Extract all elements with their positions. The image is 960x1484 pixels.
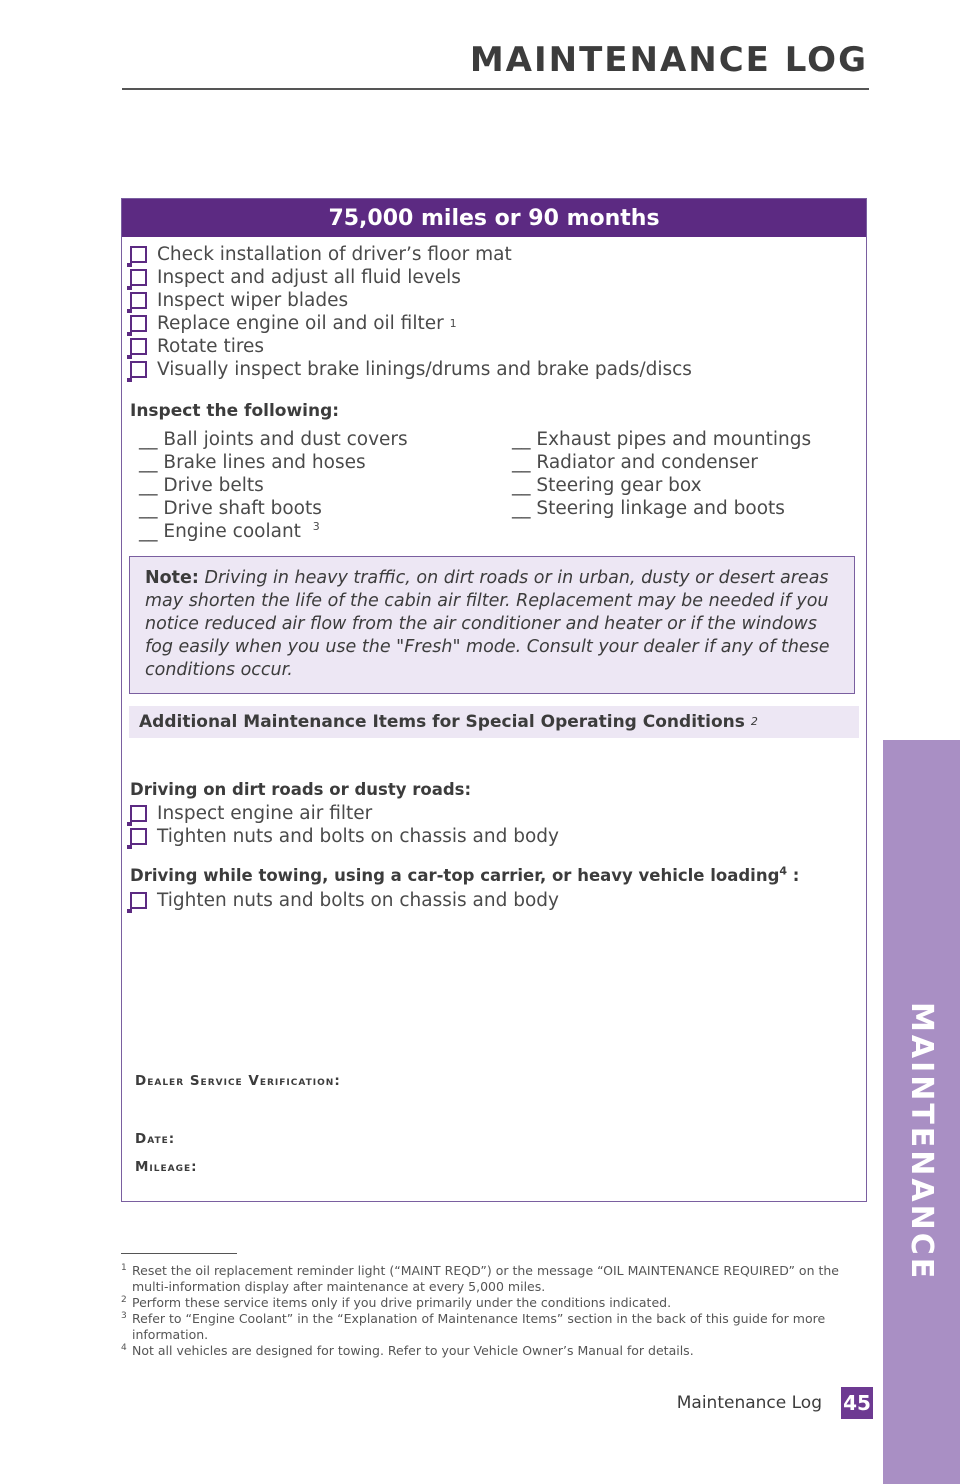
inspect-list-right bbox=[512, 428, 811, 520]
dealer-verification-label: Dealer Service Verification: bbox=[135, 1073, 341, 1089]
mileage-label: Mileage: bbox=[135, 1159, 198, 1175]
additional-items-header: Additional Maintenance Items for Special Operating Conditions 2 bbox=[129, 706, 859, 738]
inspect-item: __ Steering linkage and boots bbox=[512, 498, 785, 519]
checklist-item[interactable]: Tighten nuts and bolts on chassis and body bbox=[130, 889, 559, 912]
checklist-item[interactable]: Tighten nuts and bolts on chassis and body bbox=[130, 825, 559, 848]
inspect-item: __ Brake lines and hoses bbox=[139, 452, 366, 473]
page-title: MAINTENANCE LOG bbox=[469, 40, 868, 80]
inspect-heading: Inspect the following: bbox=[130, 401, 340, 421]
card-title: 75,000 miles or 90 months bbox=[122, 199, 866, 237]
date-label: Date: bbox=[135, 1131, 176, 1147]
checkbox-icon[interactable] bbox=[130, 892, 147, 909]
dirt-roads-list bbox=[130, 802, 559, 848]
checklist-item[interactable]: Check installation of driver’s floor mat bbox=[130, 243, 692, 266]
checkbox-icon[interactable] bbox=[130, 361, 147, 378]
footnote-divider bbox=[121, 1253, 237, 1254]
checkbox-icon[interactable] bbox=[130, 315, 147, 332]
footnote: 1 Reset the oil replacement reminder light (“MAINT REQD”) or the message “OIL MAINTENANCE REQUIRED” on the multi-information display after maintenance at every 5,000 miles. bbox=[121, 1263, 839, 1294]
towing-heading: Driving while towing, using a car-top carrier, or heavy vehicle loading$^4$ : bbox=[130, 864, 800, 885]
checklist-item[interactable]: Inspect and adjust all fluid levels bbox=[130, 266, 692, 289]
checkbox-icon[interactable] bbox=[130, 246, 147, 263]
note-text: Driving in heavy traffic, on dirt roads or in urban, dusty or desert areas may shorten the life of the cabin air filter. Replacement may be needed if you notice reduced air flow from the air conditioner and heater or if the windows fog easily when you use the "Fresh" mode. Consult your dealer if any of these conditions occur. bbox=[145, 568, 830, 680]
checklist-item[interactable]: Visually inspect brake linings/drums and brake pads/discs bbox=[130, 358, 692, 381]
note-label: Note: bbox=[145, 568, 199, 588]
footnotes bbox=[121, 1263, 861, 1359]
inspect-item: __ Ball joints and dust covers bbox=[139, 429, 408, 450]
checklist-item[interactable]: Inspect engine air filter bbox=[130, 802, 559, 825]
checkbox-icon[interactable] bbox=[130, 828, 147, 845]
checklist-item[interactable]: Inspect wiper blades bbox=[130, 289, 692, 312]
footnote: 2 Perform these service items only if you drive primarily under the conditions indicated. bbox=[121, 1295, 672, 1310]
footnote: 4 Not all vehicles are designed for towing. Refer to your Vehicle Owner’s Manual for details. bbox=[121, 1343, 694, 1358]
towing-list bbox=[130, 889, 559, 912]
footnote-ref: 3 bbox=[312, 519, 320, 533]
dirt-roads-heading: Driving on dirt roads or dusty roads: bbox=[130, 780, 472, 799]
inspect-item: __ Radiator and condenser bbox=[512, 452, 758, 473]
footer-section-label: Maintenance Log bbox=[676, 1393, 822, 1413]
checkbox-icon[interactable] bbox=[130, 269, 147, 286]
inspect-item: __ Steering gear box bbox=[512, 475, 702, 496]
checklist-item[interactable]: Rotate tires bbox=[130, 335, 692, 358]
checkbox-icon[interactable] bbox=[130, 805, 147, 822]
side-tab-label: MAINTENANCE bbox=[904, 1002, 939, 1282]
page-number: 45 bbox=[841, 1387, 873, 1419]
service-checklist bbox=[130, 243, 692, 381]
inspect-item: __ Drive shaft boots bbox=[139, 498, 322, 519]
maintenance-card bbox=[121, 198, 867, 1202]
section-side-tab bbox=[883, 740, 960, 1484]
inspect-list-left bbox=[139, 428, 408, 543]
checkbox-icon[interactable] bbox=[130, 338, 147, 355]
checklist-item[interactable]: Replace engine oil and oil filter 1 bbox=[130, 312, 692, 335]
checkbox-icon[interactable] bbox=[130, 292, 147, 309]
note-box bbox=[129, 556, 855, 694]
footnote-ref: 4 bbox=[779, 864, 788, 878]
header-divider bbox=[122, 88, 869, 90]
inspect-item: __ Drive belts bbox=[139, 475, 264, 496]
footnote: 3 Refer to “Engine Coolant” in the “Explanation of Maintenance Items” section in the back of this guide for more information. bbox=[121, 1311, 826, 1342]
inspect-item: __ Engine coolant $^3$ bbox=[139, 519, 320, 542]
inspect-item: __ Exhaust pipes and mountings bbox=[512, 429, 812, 450]
